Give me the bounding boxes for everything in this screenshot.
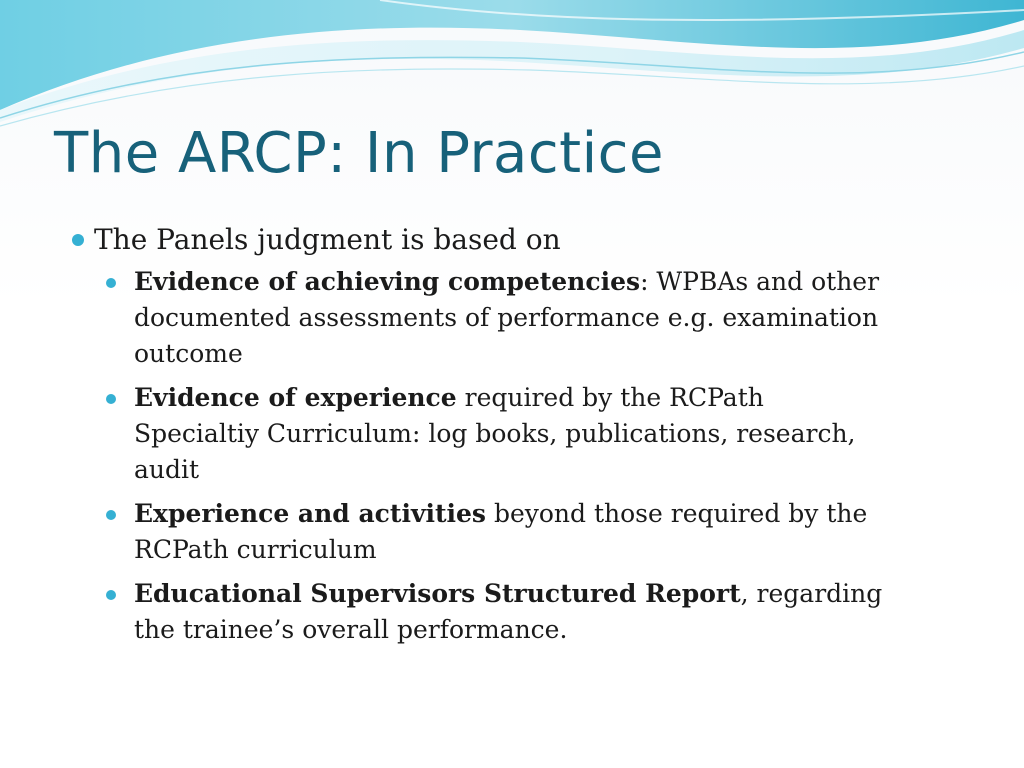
- slide-title: The ARCP: In Practice: [54, 121, 664, 186]
- sub-bullet-bold-text: Evidence of experience: [134, 383, 457, 412]
- sub-bullet-text: : WPBAs and other documented assessments of performance e.g. examination outcome: [134, 267, 880, 368]
- sub-bullet-item: [132, 264, 894, 372]
- header-wave-decoration: [0, 0, 1024, 130]
- bullet-dot-icon: [106, 394, 116, 404]
- sub-bullet-text: required by the RCPath Specialtiy Curriculum: log books, publications, research, audit: [134, 383, 856, 484]
- sub-bullet-text: beyond those required by the RCPath curriculum: [134, 499, 868, 564]
- main-bullet-text: The Panels judgment is based on: [94, 223, 561, 256]
- sub-bullet-bold-text: Experience and activities: [134, 499, 487, 528]
- bullet-dot-icon: [72, 234, 84, 246]
- bullet-dot-icon: [106, 510, 116, 520]
- sub-bullet-item: [132, 496, 894, 568]
- sub-bullet-item: [132, 576, 894, 648]
- bullet-dot-icon: [106, 278, 116, 288]
- sub-bullet-bold-text: Educational Supervisors Structured Report: [134, 579, 741, 608]
- main-bullet-item: [70, 218, 970, 262]
- slide-body: [70, 218, 970, 656]
- sub-bullet-list: [70, 264, 970, 648]
- bullet-dot-icon: [106, 590, 116, 600]
- sub-bullet-item: [132, 380, 894, 488]
- sub-bullet-bold-text: Evidence of achieving competencies: [134, 267, 641, 296]
- sub-bullet-text: , regarding the trainee’s overall performance.: [134, 579, 883, 644]
